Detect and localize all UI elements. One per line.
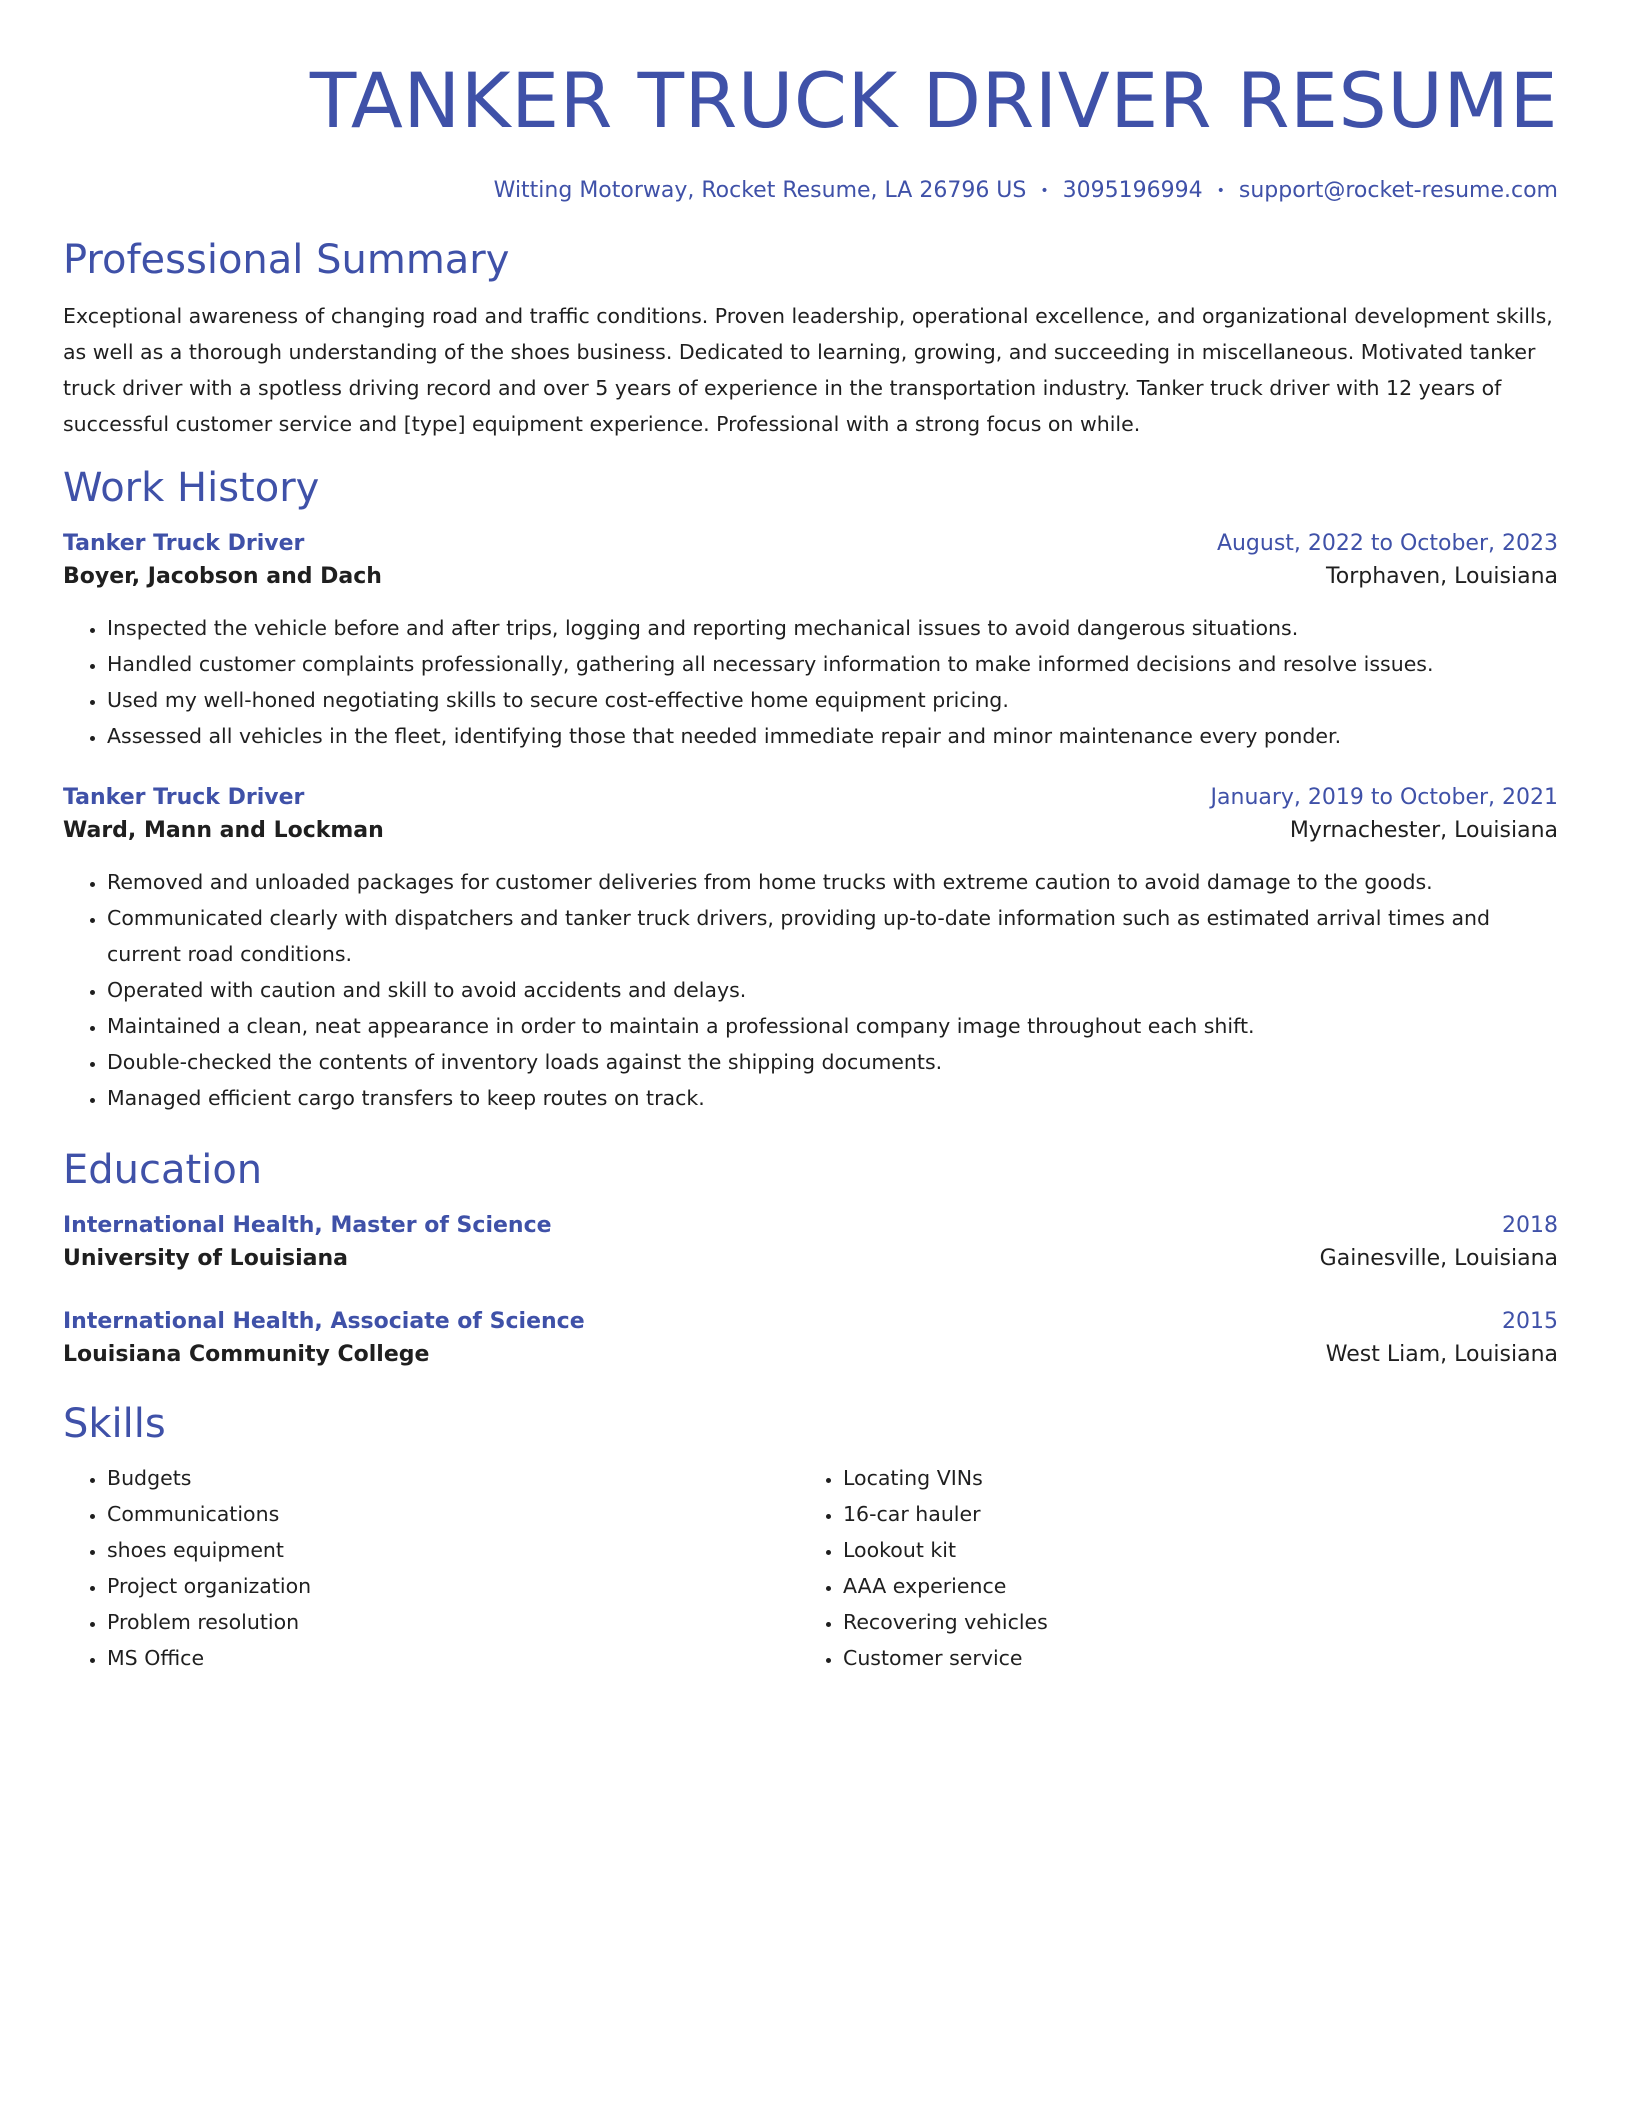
summary-text: Exceptional awareness of changing road and traffic conditions. Proven leadership, operational excellence, and organizational development skills, as well as a thorough understanding of the shoes business. Dedicated to learning, growing, and succeeding in miscellaneous. Motivated tanker truck driver with a spotless driving record and over 5 years of experience in the transportation industry. Tanker truck driver with 12 years of successful customer service and [type] equipment experience. Professional with a strong focus on while.: [63, 304, 1553, 436]
education-degree-row: [63, 1210, 1558, 1242]
resume-title: TANKER TRUCK DRIVER RESUME: [309, 56, 1558, 145]
education-location: Gainesville, Louisiana: [1319, 1246, 1558, 1271]
job-dates: August, 2022 to October, 2023: [1216, 531, 1558, 556]
job-bullets: [63, 864, 1558, 1116]
skill-item: • Lookout kit: [843, 1532, 1535, 1568]
skill-item: • shoes equipment: [107, 1532, 799, 1568]
skill-item: • MS Office: [107, 1640, 799, 1676]
education-year: 2015: [1502, 1309, 1558, 1334]
job-company: Ward, Mann and Lockman: [63, 818, 384, 843]
job-dates: January, 2019 to October, 2021: [1210, 785, 1558, 810]
skill-item: • Locating VINs: [843, 1460, 1535, 1496]
skill-item: • Problem resolution: [107, 1604, 799, 1640]
education-school-row: [63, 1338, 1558, 1372]
skills-list-left: [63, 1460, 799, 1676]
work-history-heading: Work History: [63, 465, 320, 511]
skill-item: • Project organization: [107, 1568, 799, 1604]
job-bullet: • Maintained a clean, neat appearance in order to maintain a professional company image throughout each shift.: [107, 1008, 1558, 1044]
contact-phone: 3095196994: [1062, 178, 1203, 203]
contact-line: [63, 176, 1558, 206]
education-degree-row: [63, 1306, 1558, 1338]
contact-address: Witting Motorway, Rocket Resume, LA 26796 US: [493, 178, 1027, 203]
job-bullet: • Inspected the vehicle before and after trips, logging and reporting mechanical issues to avoid dangerous situations.: [107, 610, 1558, 646]
skills-columns: [63, 1460, 1558, 1676]
education-heading: Education: [63, 1147, 263, 1193]
education-year: 2018: [1502, 1213, 1558, 1238]
job-bullet: • Double-checked the contents of inventory loads against the shipping documents.: [107, 1044, 1558, 1080]
education-entry: [63, 1210, 1558, 1276]
job-title-row: [63, 528, 1558, 560]
skills-list-right: [799, 1460, 1535, 1676]
skill-item: • Budgets: [107, 1460, 799, 1496]
contact-separator: •: [1216, 183, 1225, 199]
summary-heading: Professional Summary: [63, 237, 510, 283]
job-bullet: • Handled customer complaints professionally, gathering all necessary information to make informed decisions and resolve issues.: [107, 646, 1558, 682]
job-entry: [63, 528, 1558, 754]
job-entry: [63, 782, 1558, 1116]
education-entry: [63, 1306, 1558, 1372]
skills-heading: Skills: [63, 1401, 166, 1447]
job-bullet: • Communicated clearly with dispatchers and tanker truck drivers, providing up-to-date information such as estimated arrival times and current road conditions.: [107, 900, 1558, 972]
education-school-row: [63, 1242, 1558, 1276]
contact-email[interactable]: support@rocket-resume.com: [1238, 178, 1558, 203]
job-bullet: • Operated with caution and skill to avoid accidents and delays.: [107, 972, 1558, 1008]
job-bullet: • Managed efficient cargo transfers to keep routes on track.: [107, 1080, 1558, 1116]
job-location: Myrnachester, Louisiana: [1289, 818, 1558, 843]
resume-page: [63, 0, 1558, 1676]
education-degree: International Health, Associate of Science: [63, 1309, 585, 1334]
education-school: Louisiana Community College: [63, 1342, 430, 1367]
skill-item: • Recovering vehicles: [843, 1604, 1535, 1640]
job-location: Torphaven, Louisiana: [1326, 564, 1558, 589]
skill-item: • Customer service: [843, 1640, 1535, 1676]
education-school: University of Louisiana: [63, 1246, 349, 1271]
job-title: Tanker Truck Driver: [63, 785, 305, 810]
contact-separator: •: [1040, 183, 1049, 199]
job-title-row: [63, 782, 1558, 814]
skill-item: • 16-car hauler: [843, 1496, 1535, 1532]
job-bullets: [63, 610, 1558, 754]
skill-item: • AAA experience: [843, 1568, 1535, 1604]
education-location: West Liam, Louisiana: [1325, 1342, 1558, 1367]
job-company: Boyer, Jacobson and Dach: [63, 564, 382, 589]
education-degree: International Health, Master of Science: [63, 1213, 552, 1238]
job-bullet: • Removed and unloaded packages for customer deliveries from home trucks with extreme caution to avoid damage to the goods.: [107, 864, 1558, 900]
job-company-row: [63, 560, 1558, 594]
job-company-row: [63, 814, 1558, 848]
skill-item: • Communications: [107, 1496, 799, 1532]
job-bullet: • Used my well-honed negotiating skills to secure cost-effective home equipment pricing.: [107, 682, 1558, 718]
job-title: Tanker Truck Driver: [63, 531, 305, 556]
job-bullet: • Assessed all vehicles in the fleet, identifying those that needed immediate repair and minor maintenance every ponder.: [107, 718, 1558, 754]
